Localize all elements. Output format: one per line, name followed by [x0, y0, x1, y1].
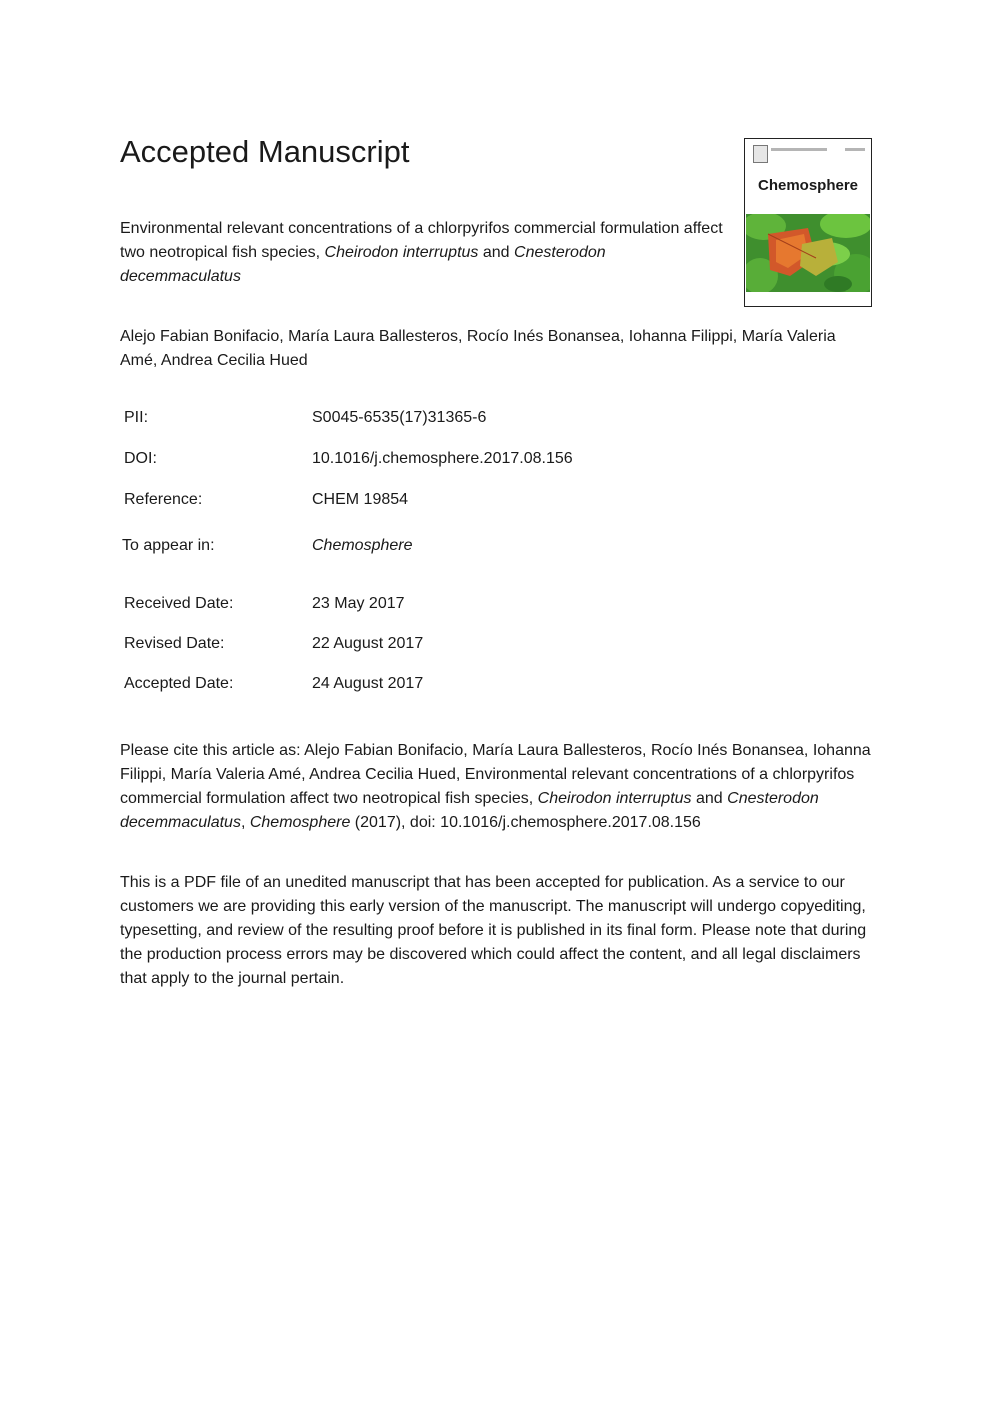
journal-cover	[744, 138, 872, 307]
species-name-2: Cnesterodon decemmaculatus	[120, 244, 606, 285]
citation-comma: ,	[240, 814, 250, 831]
cover-artwork	[746, 214, 870, 292]
citation-text: Please cite this article as: Alejo Fabian Bonifacio, María Laura Ballesteros, Rocío Inés Bonansea, Iohanna Filippi, María Valeria Amé, Andrea Cecilia Hued, Environmental relevant concentrations of a chlorpyrifos commercial formulation affect two neotropical fish species,	[120, 742, 871, 807]
metadata-value: Chemosphere	[312, 537, 413, 554]
metadata-label: DOI:	[124, 450, 157, 467]
citation-doi: (2017), doi: 10.1016/j.chemosphere.2017.08.156	[350, 814, 701, 831]
metadata-value: 10.1016/j.chemosphere.2017.08.156	[312, 450, 573, 467]
metadata-label: Received Date:	[124, 595, 234, 612]
title-and: and	[478, 244, 515, 261]
metadata-value: S0045-6535(17)31365-6	[312, 409, 487, 426]
elsevier-tree-icon	[753, 145, 768, 163]
metadata-label: Revised Date:	[124, 635, 225, 652]
cover-volume-line	[845, 148, 865, 151]
citation-species-2: Cnesterodon decemmaculatus	[120, 790, 819, 831]
author-list: Alejo Fabian Bonifacio, María Laura Ballesteros, Rocío Inés Bonansea, Iohanna Filippi, María Valeria Amé, Andrea Cecilia Hued	[120, 328, 836, 369]
metadata-label: Accepted Date:	[124, 675, 234, 692]
citation-and: and	[691, 790, 728, 807]
metadata-value: 22 August 2017	[312, 635, 424, 652]
citation-journal: Chemosphere	[249, 814, 351, 831]
metadata-value: 24 August 2017	[312, 675, 424, 692]
cover-footer	[745, 294, 871, 306]
metadata-label: Reference:	[124, 491, 203, 508]
disclaimer-paragraph: This is a PDF file of an unedited manuscript that has been accepted for publication. As a service to our customers we are providing this early version of the manuscript. The manuscript will undergo copyediting, typesetting, and review of the resulting proof before it is published in its final form. Please note that during the production process errors may be discovered which could affect the content, and all legal disclaimers that apply to the journal pertain.	[120, 874, 867, 987]
metadata-label: To appear in:	[122, 537, 215, 554]
metadata-label: PII:	[124, 409, 149, 426]
citation-paragraph	[120, 739, 880, 835]
page-heading: Accepted Manuscript	[120, 134, 410, 169]
species-name-1: Cheirodon interruptus	[324, 244, 479, 261]
citation-species-1: Cheirodon interruptus	[537, 790, 692, 807]
metadata-value: 23 May 2017	[312, 595, 405, 612]
cover-journal-name: Chemosphere	[757, 177, 859, 194]
title-text: Environmental relevant concentrations of a chlorpyrifos commercial formulation affect two neotropical fish species,	[120, 220, 723, 261]
metadata-value: CHEM 19854	[312, 491, 409, 508]
leaf-shape	[824, 276, 852, 292]
article-title	[120, 217, 730, 289]
cover-header-line	[771, 148, 827, 151]
